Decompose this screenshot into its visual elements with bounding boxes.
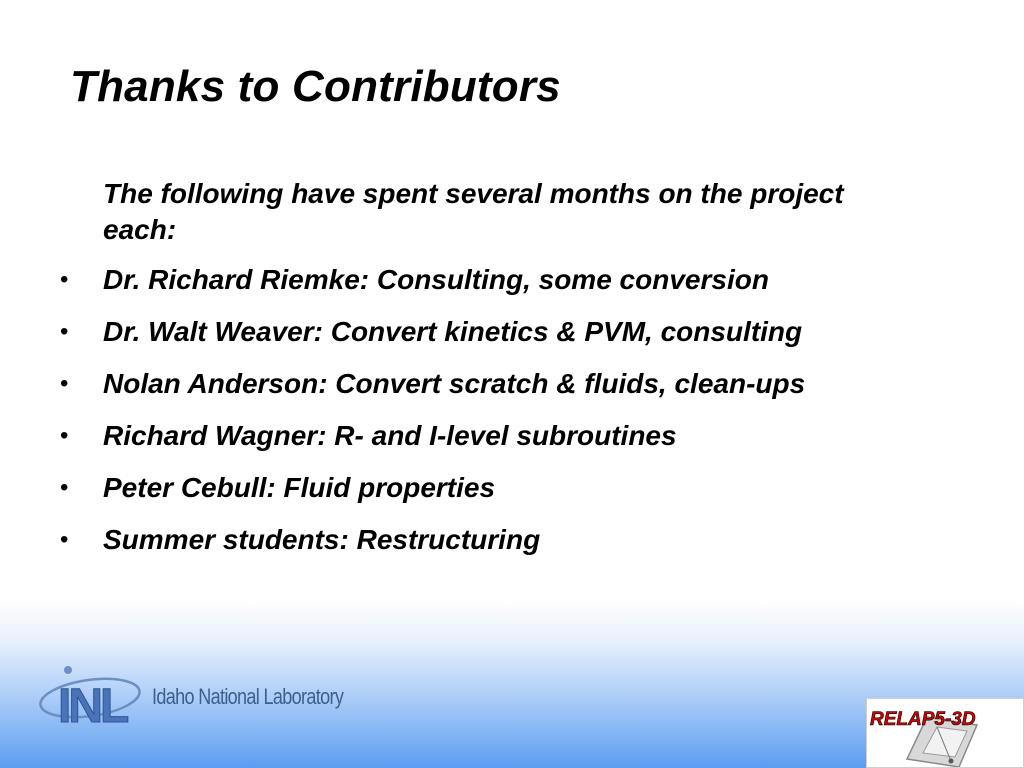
inl-logo-icon bbox=[38, 660, 158, 730]
bullet-icon: • bbox=[60, 318, 69, 345]
list-item bbox=[0, 366, 1024, 418]
list-item-text: Dr. Richard Riemke: Consulting, some conversion bbox=[103, 264, 769, 295]
bullet-icon: • bbox=[60, 370, 69, 397]
relap-logo-text: RELAP5-3D bbox=[870, 709, 976, 730]
inl-logo-text: INL bbox=[58, 680, 127, 730]
list-item bbox=[0, 314, 1024, 366]
bullet-icon: • bbox=[60, 422, 69, 449]
list-item bbox=[0, 418, 1024, 470]
list-item bbox=[0, 522, 1024, 574]
relap5-3d-logo-icon bbox=[867, 699, 1024, 768]
intro-text: The following have spent several months on the project each: bbox=[103, 178, 844, 245]
list-item-text: Dr. Walt Weaver: Convert kinetics & PVM, consulting bbox=[103, 316, 803, 347]
list-item bbox=[0, 470, 1024, 522]
list-item-text: Nolan Anderson: Convert scratch & fluids, clean-ups bbox=[103, 368, 806, 399]
contributor-list bbox=[0, 262, 1024, 574]
lab-name: Idaho National Laboratory bbox=[152, 684, 344, 709]
list-item-text: Peter Cebull: Fluid properties bbox=[103, 472, 496, 503]
bullet-icon: • bbox=[60, 266, 69, 293]
relap5-3d-logo bbox=[866, 698, 1024, 768]
list-item-text: Summer students: Restructuring bbox=[103, 524, 541, 555]
list-item bbox=[0, 262, 1024, 314]
bullet-icon: • bbox=[60, 526, 69, 553]
bullet-icon: • bbox=[60, 474, 69, 501]
slide-title: Thanks to Contributors bbox=[70, 62, 561, 111]
list-item-text: Richard Wagner: R- and I-level subroutines bbox=[103, 420, 677, 451]
